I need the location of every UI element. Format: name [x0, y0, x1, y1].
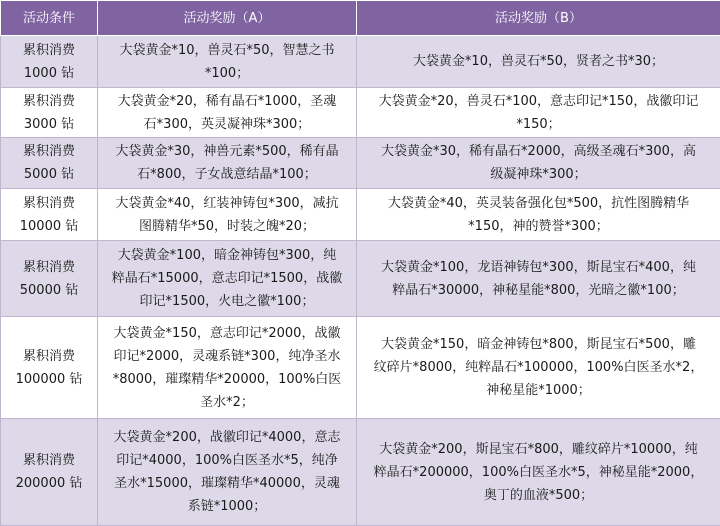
cell-line: 累积消费 — [6, 256, 92, 279]
cell-line: 级凝神珠*300； — [362, 163, 715, 186]
cell-line: 大袋黄金*150，意志印记*2000，战徽 — [103, 322, 351, 345]
cell-line: 5000 钻 — [6, 163, 92, 186]
cell-line: 3000 钻 — [6, 113, 92, 136]
reward-a-cell — [98, 88, 357, 138]
cell-line: 粹晶石*30000，神秘星能*800，光暗之徽*100； — [362, 279, 715, 302]
cell-line: *150； — [362, 113, 715, 136]
reward-b-cell — [357, 189, 720, 241]
reward-a-cell — [98, 189, 357, 241]
cell-line: 大袋黄金*200，战徽印记*4000，意志 — [103, 426, 351, 449]
cell-line: 图腾精华*50，时装之魄*20； — [103, 215, 351, 238]
cell-line: 累积消费 — [6, 449, 92, 472]
cell-line: 粹晶石*15000，意志印记*1500，战徽 — [103, 267, 351, 290]
cell-line: 大袋黄金*30，稀有晶石*2000，高级圣魂石*300，高 — [362, 140, 715, 163]
cell-line: 大袋黄金*40，红装神铸包*300，减抗 — [103, 192, 351, 215]
reward-b-cell — [357, 138, 720, 189]
cell-line: 印记*2000，灵魂系链*300，纯净圣水 — [103, 345, 351, 368]
table-row — [1, 241, 720, 317]
cell-line: 大袋黄金*100，龙语神铸包*300，斯昆宝石*400，纯 — [362, 256, 715, 279]
reward-b-cell — [357, 419, 720, 526]
reward-b-cell — [357, 88, 720, 138]
cell-line: 大袋黄金*30，神兽元素*500，稀有晶 — [103, 140, 351, 163]
condition-cell — [1, 189, 98, 241]
header-condition: 活动条件 — [1, 1, 98, 36]
cell-line: 大袋黄金*10，兽灵石*50，智慧之书 — [103, 39, 351, 62]
cell-line: 大袋黄金*200，斯昆宝石*800，雕纹碎片*10000，纯 — [362, 438, 715, 461]
cell-line: 50000 钻 — [6, 279, 92, 302]
reward-a-cell — [98, 138, 357, 189]
cell-line: 10000 钻 — [6, 215, 92, 238]
header-reward-a: 活动奖励（A） — [98, 1, 357, 36]
table-row — [1, 138, 720, 189]
condition-cell — [1, 138, 98, 189]
header-reward-b: 活动奖励（B） — [357, 1, 720, 36]
condition-cell — [1, 241, 98, 317]
table-row — [1, 88, 720, 138]
cell-line: 大袋黄金*150，暗金神铸包*800，斯昆宝石*500，雕 — [362, 333, 715, 356]
cell-line: 100000 钻 — [6, 368, 92, 391]
cell-line: 累积消费 — [6, 90, 92, 113]
reward-a-cell — [98, 36, 357, 88]
cell-line: 圣水*15000，璀璨精华*40000，灵魂 — [103, 472, 351, 495]
cell-line: 奥丁的血液*500； — [362, 484, 715, 507]
cell-line: 200000 钻 — [6, 472, 92, 495]
cell-line: 大袋黄金*40，英灵装备强化包*500，抗性图腾精华 — [362, 192, 715, 215]
cell-line: 印记*1500，火电之徽*100； — [103, 290, 351, 313]
table-row — [1, 36, 720, 88]
cell-line: 大袋黄金*10，兽灵石*50，贤者之书*30； — [362, 50, 715, 73]
cell-line: 累积消费 — [6, 140, 92, 163]
condition-cell — [1, 88, 98, 138]
table-body — [1, 36, 720, 526]
cell-line: 石*300，英灵凝神珠*300； — [103, 113, 351, 136]
cell-line: 粹晶石*200000，100%白医圣水*5，神秘星能*2000， — [362, 461, 715, 484]
condition-cell — [1, 317, 98, 419]
cell-line: 圣水*2； — [103, 391, 351, 414]
table-row — [1, 419, 720, 526]
reward-a-cell — [98, 419, 357, 526]
condition-cell — [1, 419, 98, 526]
cell-line: 印记*4000，100%白医圣水*5，纯净 — [103, 449, 351, 472]
table-row — [1, 189, 720, 241]
cell-line: *8000，璀璨精华*20000，100%白医 — [103, 368, 351, 391]
cell-line: 累积消费 — [6, 39, 92, 62]
cell-line: 累积消费 — [6, 192, 92, 215]
cell-line: 累积消费 — [6, 345, 92, 368]
condition-cell — [1, 36, 98, 88]
reward-b-cell — [357, 36, 720, 88]
cell-line: 纹碎片*8000，纯粹晶石*100000，100%白医圣水*2， — [362, 356, 715, 379]
cell-line: 1000 钻 — [6, 62, 92, 85]
cell-line: 大袋黄金*20，兽灵石*100，意志印记*150，战徽印记 — [362, 90, 715, 113]
cell-line: *100； — [103, 62, 351, 85]
cell-line: 系链*1000； — [103, 495, 351, 518]
cell-line: 大袋黄金*20，稀有晶石*1000，圣魂 — [103, 90, 351, 113]
header-row — [1, 1, 720, 36]
reward-b-cell — [357, 317, 720, 419]
reward-a-cell — [98, 241, 357, 317]
reward-a-cell — [98, 317, 357, 419]
cell-line: 石*800，子女战意结晶*100； — [103, 163, 351, 186]
cell-line: 大袋黄金*100，暗金神铸包*300，纯 — [103, 244, 351, 267]
cell-line: 神秘星能*1000； — [362, 379, 715, 402]
cell-line: *150，神的赞誉*300； — [362, 215, 715, 238]
reward-b-cell — [357, 241, 720, 317]
table-row — [1, 317, 720, 419]
